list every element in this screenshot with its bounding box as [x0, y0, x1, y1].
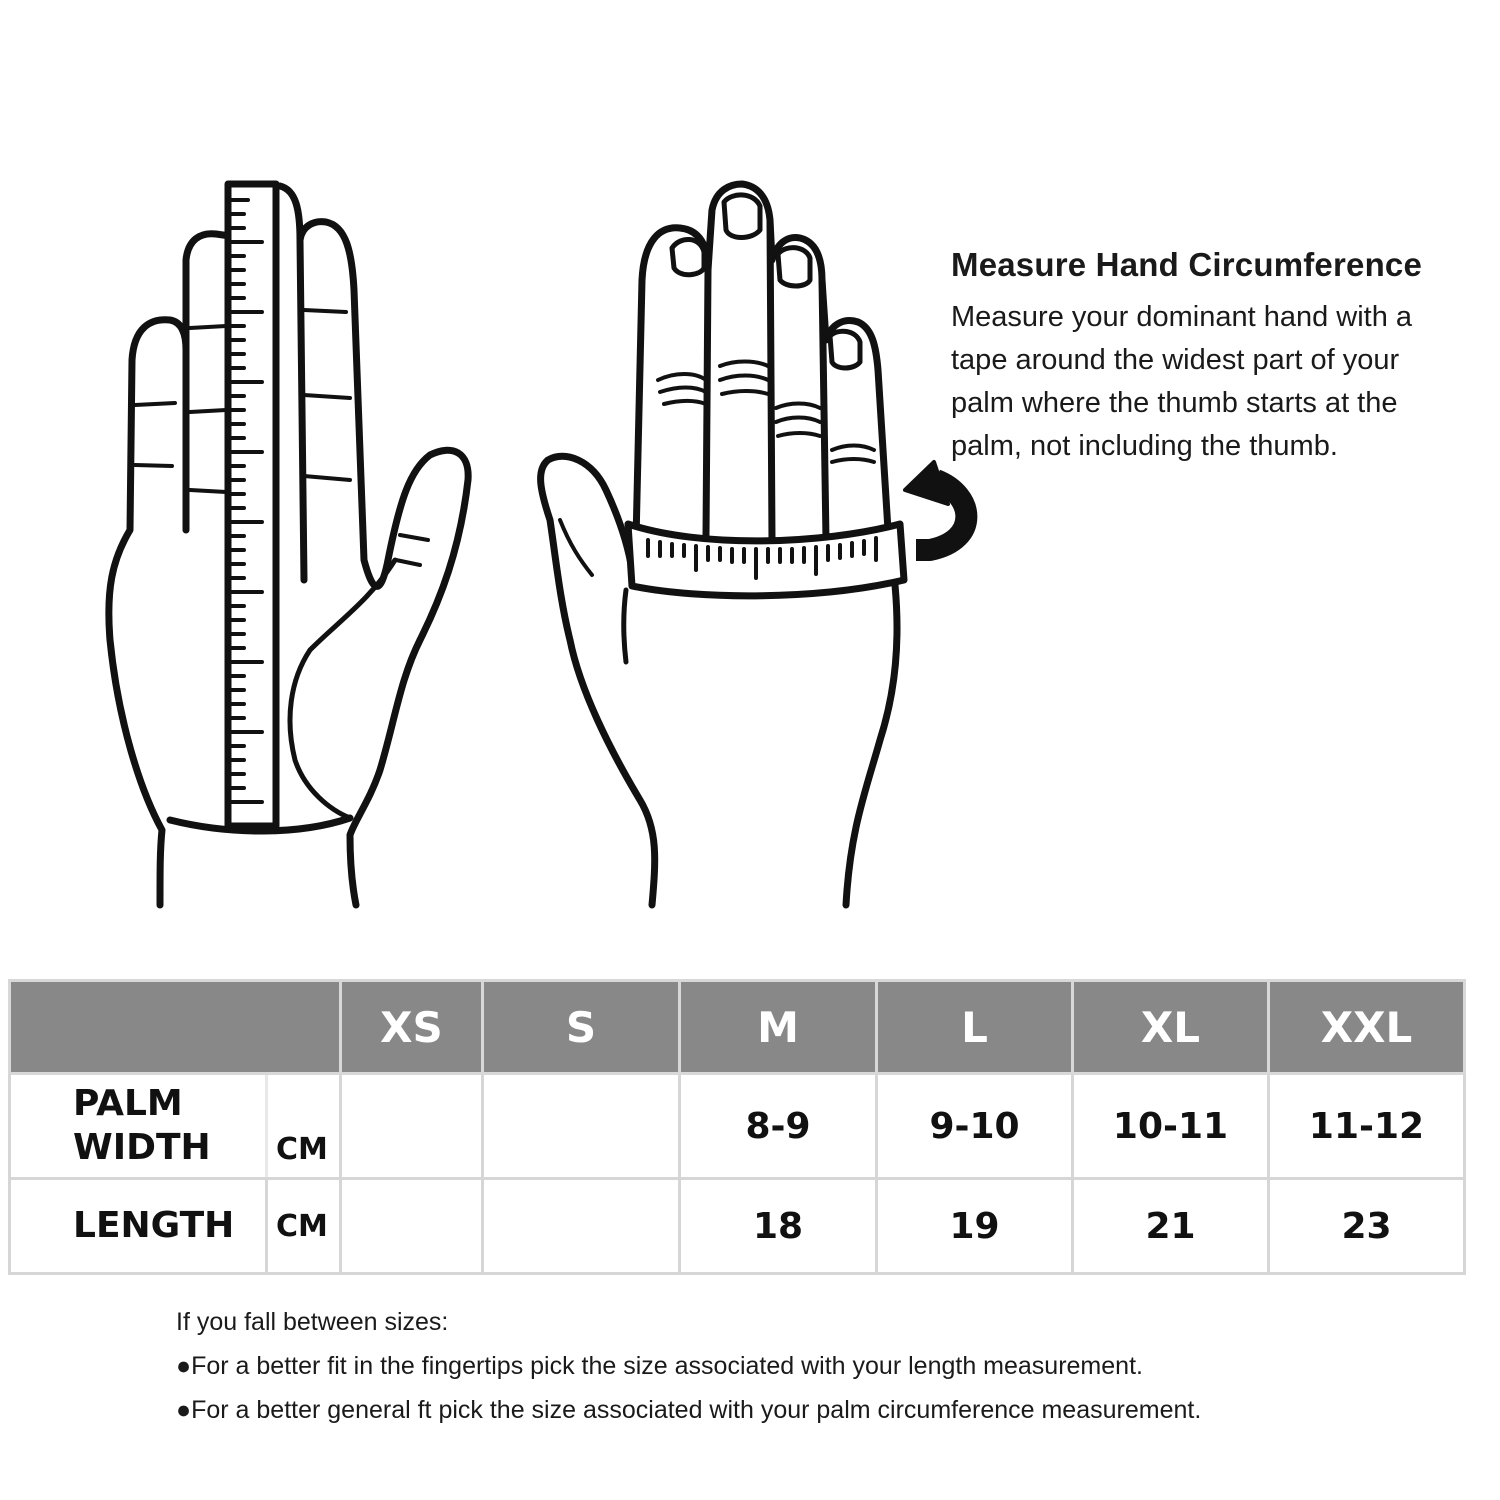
size-header-l: L	[877, 981, 1073, 1074]
notes-heading: If you fall between sizes:	[176, 1308, 449, 1336]
instructions-line: tape around the widest part of your	[951, 344, 1400, 376]
palm-view-hand-icon	[109, 186, 468, 905]
notes-bullet: ●For a better general ft pick the size associated with your palm circumference measurement.	[176, 1396, 1202, 1424]
instructions-line: palm, not including the thumb.	[951, 430, 1338, 462]
length-xl: 21	[1073, 1179, 1269, 1274]
row-label-line: WIDTH	[73, 1127, 211, 1168]
size-header-m: M	[680, 981, 877, 1074]
table-row-palm-width	[10, 1074, 1465, 1179]
length-xxl: 23	[1269, 1179, 1465, 1274]
sizing-notes	[176, 1300, 1201, 1432]
size-chart-table	[8, 979, 1466, 1275]
palm-width-xl: 10-11	[1073, 1074, 1269, 1179]
length-xs	[341, 1179, 483, 1274]
size-header-s: S	[483, 981, 680, 1074]
curved-arrow-icon	[905, 462, 966, 550]
instructions-title: Measure Hand Circumference	[951, 246, 1423, 283]
palm-width-l: 9-10	[877, 1074, 1073, 1179]
palm-width-xxl: 11-12	[1269, 1074, 1465, 1179]
notes-bullet: ●For a better fit in the fingertips pick the size associated with your length measurement.	[176, 1352, 1143, 1380]
instructions-line: Measure your dominant hand with a	[951, 301, 1413, 333]
row-label-line: PALM	[73, 1083, 183, 1124]
size-header-xl: XL	[1073, 981, 1269, 1074]
palm-width-m: 8-9	[680, 1074, 877, 1179]
size-header-xxl: XXL	[1269, 981, 1465, 1074]
row-unit-cm: CM	[267, 1179, 341, 1274]
row-label-palm-width	[10, 1074, 267, 1179]
length-s	[483, 1179, 680, 1274]
row-unit-cm: CM	[267, 1074, 341, 1179]
row-label-length: LENGTH	[10, 1179, 267, 1274]
table-row-length	[10, 1179, 1465, 1274]
length-l: 19	[877, 1179, 1073, 1274]
palm-width-s	[483, 1074, 680, 1179]
measure-instructions	[951, 246, 1491, 468]
measuring-tape-icon	[628, 524, 904, 596]
length-m: 18	[680, 1179, 877, 1274]
size-header-row	[10, 981, 1465, 1074]
ruler-icon	[228, 184, 276, 826]
instructions-line: palm where the thumb starts at the	[951, 387, 1398, 419]
size-header-xs: XS	[341, 981, 483, 1074]
palm-width-xs	[341, 1074, 483, 1179]
header-blank-cell	[10, 981, 341, 1074]
